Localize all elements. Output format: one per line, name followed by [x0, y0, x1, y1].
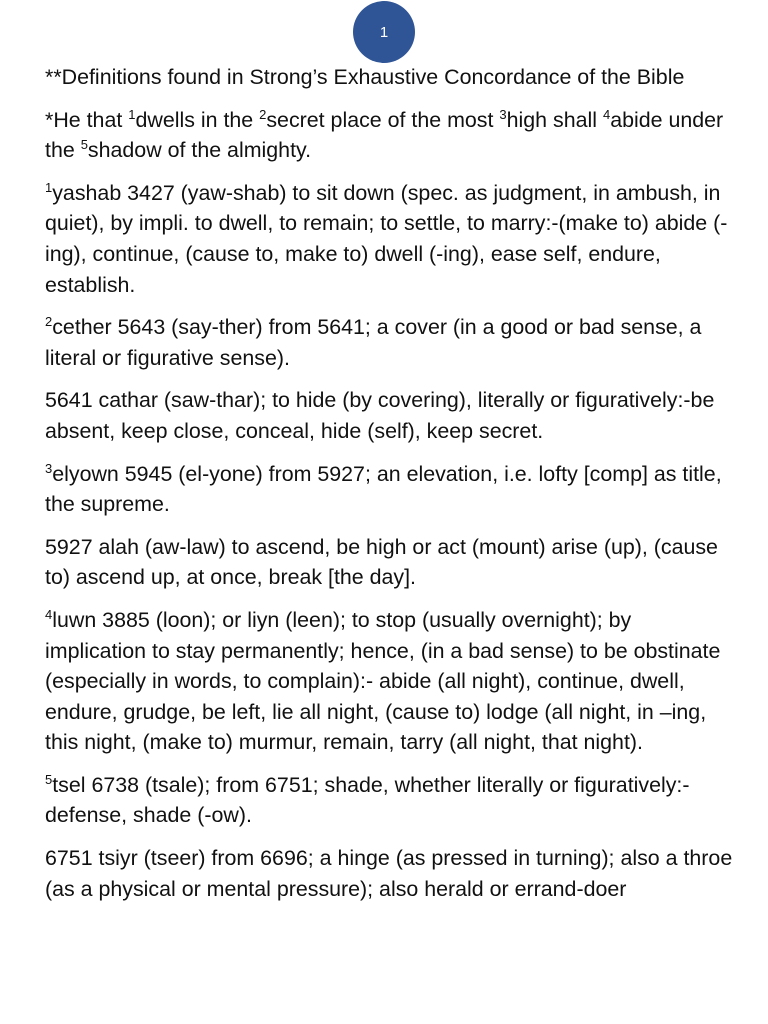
footnote-marker: 4: [45, 606, 53, 622]
footnote-marker: 5: [80, 137, 88, 153]
definition-elyown: [45, 459, 735, 520]
definition-luwn: [45, 605, 735, 758]
definition-text: yashab 3427 (yaw-shab) to sit down (spec. as judgment, in ambush, in quiet), by impli. to dwell, to remain; to settle, to marry:-(make to) abide (-ing), continue, (cause to, make to) dwell (-ing), ease self, endure, establish.: [45, 180, 728, 297]
verse-part: dwells in the: [135, 107, 260, 132]
definition-text: 6751 tsiyr (tseer) from 6696; a hinge (as pressed in turning); also a throe (as a physical or mental pressure); also herald or errand-doer: [45, 846, 733, 901]
footnote-marker: 3: [45, 460, 53, 476]
definition-text: 5641 cathar (saw-thar); to hide (by covering), literally or figuratively:-be absent, keep close, conceal, hide (self), keep secret.: [45, 388, 715, 443]
page-number-badge: [353, 1, 415, 63]
verse-part: secret place of the most: [266, 107, 500, 132]
footnote-marker: 2: [259, 106, 267, 122]
document-body: [45, 62, 735, 916]
footnote-marker: 4: [602, 106, 611, 122]
definition-text: elyown 5945 (el-yone) from 5927; an elevation, i.e. lofty [comp] as title, the supreme.: [45, 461, 722, 517]
page-number: 1: [379, 23, 389, 41]
verse-text: [45, 105, 735, 166]
verse-part: shadow of the almighty.: [87, 138, 312, 163]
definition-cathar: [45, 385, 735, 446]
definition-cether: [45, 312, 735, 373]
definition-alah: [45, 532, 735, 593]
footnote-marker: 1: [45, 179, 53, 195]
definition-yashab: [45, 178, 735, 300]
definition-text: luwn 3885 (loon); or liyn (leen); to stop (usually overnight); by implication to stay permanently; hence, (in a bad sense) to be obstinate (especially in words, to complain):- abide (all night), continue, dwell, endure, grudge, be left, lie all night, (cause to) lodge (all night, in –ing, this night, (make to) murmur, remain, tarry (all night, that night).: [45, 607, 721, 755]
definition-tsel: [45, 770, 735, 831]
footnote-marker: 5: [45, 771, 53, 787]
footnote-marker: 1: [128, 106, 136, 122]
footnote-marker: 3: [499, 106, 507, 122]
footnote-marker: 2: [45, 314, 53, 330]
definition-text: 5927 alah (aw-law) to ascend, be high or act (mount) arise (up), (cause to) ascend up, at once, break [the day].: [45, 534, 718, 590]
verse-part: high shall: [506, 107, 603, 132]
definition-text: tsel 6738 (tsale); from 6751; shade, whether literally or figuratively:- defense, shade (-ow).: [45, 772, 690, 828]
definition-tsiyr: [45, 843, 735, 904]
definition-text: cether 5643 (say-ther) from 5641; a cover (in a good or bad sense, a literal or figurative sense).: [45, 315, 702, 370]
heading: **Definitions found in Strong’s Exhaustive Concordance of the Bible: [45, 65, 685, 89]
verse-part: *He that: [45, 107, 129, 132]
verse-part: abide under the: [45, 107, 724, 163]
